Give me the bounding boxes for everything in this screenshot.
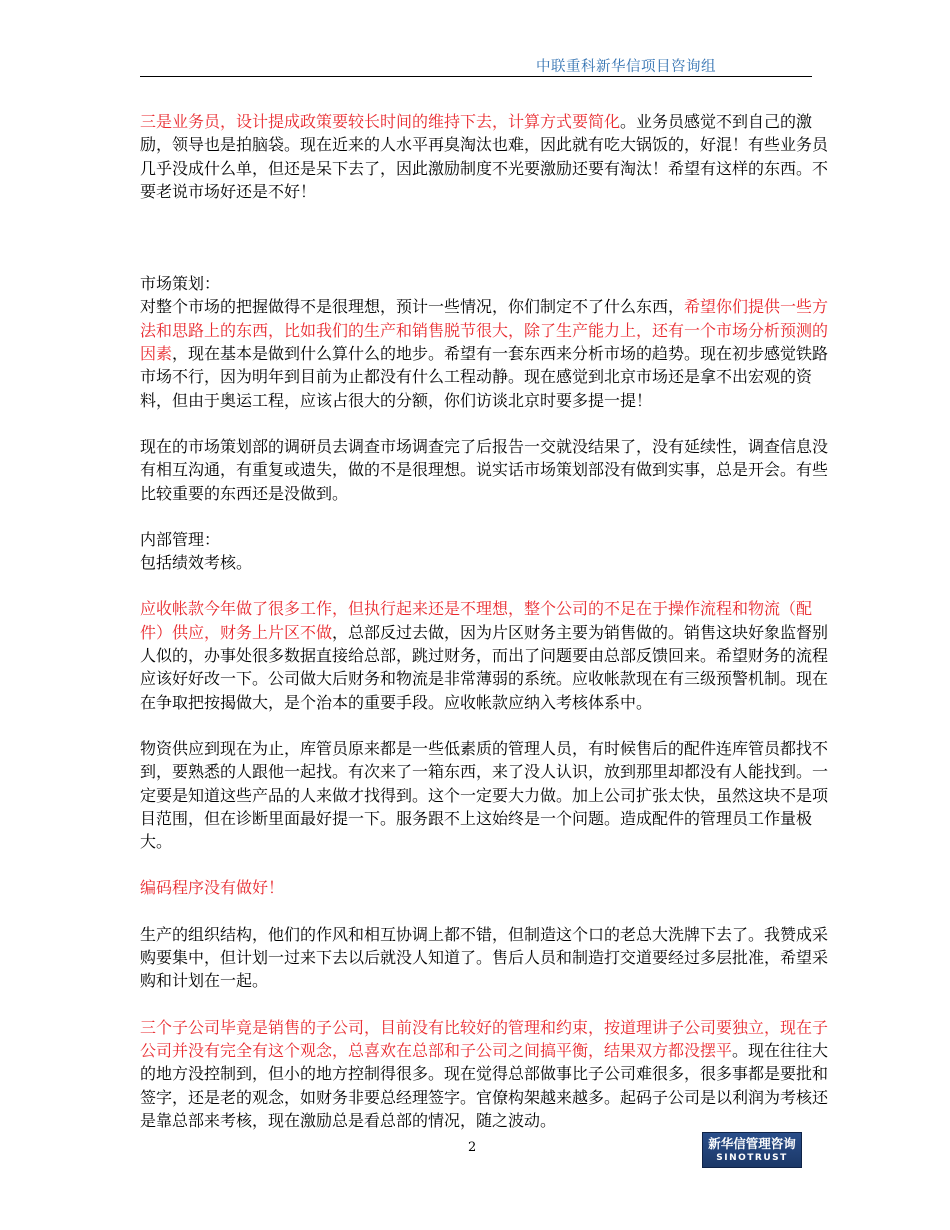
header-title: 中联重科新华信项目咨询组	[536, 59, 716, 75]
emphasis-text: 应收帐款今年做了很多工作，但执行起来还是不理想，整个公司的不足在于操作流程和物流（配件）供应，财务上片区不做	[140, 599, 813, 642]
paragraph-market-research: 现在的市场策划部的调研员去调查市场调查完了后报告一交就没结果了，没有延续性，调查信息没有相互沟通，有重复或遗失，做的不是很理想。说实话市场策划部没有做到实事，总是开会。有些比较重要的东西还是没做到。	[140, 436, 829, 503]
header-divider	[140, 76, 812, 77]
paragraph-coding: 编码程序没有做好！	[140, 878, 285, 898]
emphasis-text: 三是业务员，设计提成政策要较长时间的维持下去，计算方式要简化	[140, 112, 621, 131]
section-heading-market: 市场策划：	[140, 274, 221, 294]
section-heading-internal: 内部管理：	[140, 529, 221, 549]
logo-chinese-text: 新华信管理咨询	[708, 1136, 796, 1151]
page-number: 2	[468, 1140, 477, 1155]
paragraph-market-analysis	[140, 295, 830, 411]
sinotrust-logo	[702, 1132, 802, 1168]
body-text: 。现在往往大的地方没控制到，但小的地方控制得很多。现在觉得总部做事比子公司难很多，很多事都是要批和签字，还是老的观念，如财务非要总经理签字。官僚构架越来越多。起码子公司是以利润为考核还是靠总部来考核，现在激励总是看总部的情况，随之波动。	[140, 1040, 829, 1130]
body-text: 。业务员感觉不到自己的激励，领导也是拍脑袋。现在近来的人水平再臭淘汰也难，因此就有吃大锅饭的，好混！有些业务员几乎没成什么单，但还是呆下去了，因此激励制度不光要激励还要有淘汰！希望有这样的东西。不要老说市场好还是不好！	[140, 112, 829, 201]
paragraph-receivables	[140, 597, 830, 713]
body-text: 对整个市场的把握做得不是很理想，预计一些情况，你们制定不了什么东西，	[140, 297, 685, 317]
internal-management-line: 包括绩效考核。	[140, 553, 253, 573]
paragraph-production: 生产的组织结构，他们的作风和相互协调上都不错，但制造这个口的老总大洗牌下去了。我赞成采购要集中，但计划一过来下去以后就没人知道了。售后人员和制造打交道要经过多层批准，希望采购和计划在一起。	[140, 924, 829, 991]
paragraph-subsidiaries	[140, 1016, 830, 1132]
logo-english-text: SINOTRUST	[716, 1153, 788, 1163]
emphasis-text: 三个子公司毕竟是销售的子公司，目前没有比较好的管理和约束，按道理讲子公司要独立，现在子公司并没有完全有这个观念，总喜欢在总部和子公司之间搞平衡，结果双方都没摆平	[140, 1017, 829, 1060]
body-text: ，总部反过去做，因为片区财务主要为销售做的。销售这块好象监督别人似的，办事处很多数据直接给总部，跳过财务，而出了问题要由总部反馈回来。希望财务的流程应该好好改一下。公司做大后财务和物流是非常薄弱的系统。应收帐款现在有三级预警机制。现在在争取把按揭做大，是个治本的重要手段。应收帐款应纳入考核体系中。	[140, 622, 829, 712]
document-body	[140, 110, 830, 1132]
paragraph-supply: 物资供应到现在为止，库管员原来都是一些低素质的管理人员，有时候售后的配件连库管员都找不到，要熟悉的人跟他一起找。有次来了一箱东西，来了没人认识，放到那里却都没有人能找到。一定要是知道这些产品的人来做才找得到。这个一定要大力做。加上公司扩张太快，虽然这块不是项目范围，但在诊断里面最好提一下。服务跟不上这始终是一个问题。造成配件的管理员工作量极大。	[140, 738, 829, 852]
emphasis-text: 希望你们提供一些方法和思路上的东西，比如我们的生产和销售脱节很大，除了生产能力上，还有一个市场分析预测的因素	[140, 297, 829, 364]
body-text: ，现在基本是做到什么算什么的地步。希望有一套东西来分析市场的趋势。现在初步感觉铁路市场不行，因为明年到目前为止都没有什么工程动静。现在感觉到北京市场还是拿不出宏观的资料，但由于奥运工程，应该占很大的分额，你们访谈北京时要多提一提！	[140, 344, 829, 410]
paragraph-salesman	[140, 110, 830, 203]
